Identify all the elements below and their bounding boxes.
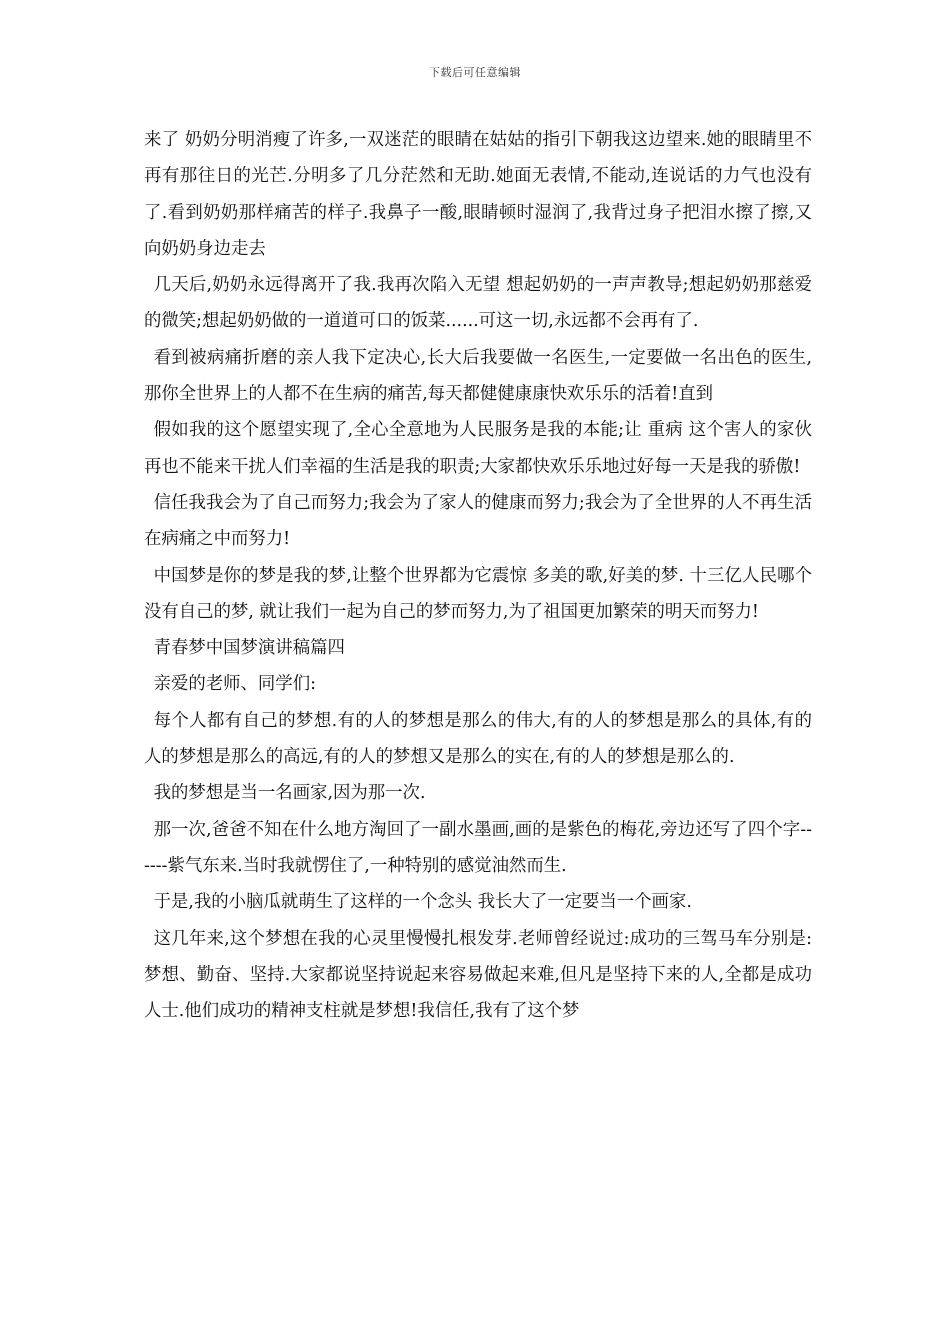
paragraph: 几天后,奶奶永远得离开了我.我再次陷入无望 想起奶奶的一声声教导;想起奶奶那慈爱的微笑;想起奶奶做的一道道可口的饭菜......可这一切,永远都不会再有了. [144, 275, 812, 332]
paragraph: 我的梦想是当一名画家,因为那一次. [153, 783, 426, 804]
paragraph: 信任我我会为了自己而努力;我会为了家人的健康而努力;我会为了全世界的人不再生活在病痛之中而努力! [144, 492, 812, 550]
section-heading: 青春梦中国梦演讲稿篇四 [153, 638, 345, 659]
salutation: 亲爱的老师、同学们: [153, 674, 316, 695]
paragraph: 来了 奶奶分明消瘦了许多,一双迷茫的眼睛在姑姑的指引下朝我这边望来.她的眼睛里不再有那往日的光芒.分明多了几分茫然和无助.她面无表情,不能动,连说话的力气也没有了.看到奶奶那样痛苦的样子.我鼻子一酸,眼睛顿时湿润了,我背过身子把泪水擦了擦,又向奶奶身边走去 [144, 130, 812, 259]
paragraph: 假如我的这个愿望实现了,全心全意地为人民服务是我的本能;让 重病 这个害人的家伙再也不能来干扰人们幸福的生活是我的职责;大家都快欢乐乐地过好每一天是我的骄傲! [144, 420, 812, 477]
paragraph: 看到被病痛折磨的亲人我下定决心,长大后我要做一名医生,一定要做一名出色的医生,那你全世界上的人都不在生病的痛苦,每天都健健康康快欢乐乐的活着!直到 [144, 347, 812, 405]
paragraph: 这几年来,这个梦想在我的心灵里慢慢扎根发芽.老师曾经说过:成功的三驾马车分别是:梦想、勤奋、坚持.大家都说坚持说起来容易做起来难,但凡是坚持下来的人,全都是成功人士.他们成功的精神支柱就是梦想!我信任,我有了这个梦 [144, 928, 812, 1022]
paragraph: 于是,我的小脑瓜就萌生了这样的一个念头 我长大了一定要当一个画家. [153, 892, 692, 913]
paragraph: 中国梦是你的梦是我的梦,让整个世界都为它震惊 多美的歌,好美的梦. 十三亿人民哪个没有自己的梦, 就让我们一起为自己的梦而努力,为了祖国更加繁荣的明天而努力! [144, 565, 812, 622]
document-body [144, 122, 812, 1029]
page-header: 下载后可任意编辑 [429, 66, 521, 79]
paragraph: 每个人都有自己的梦想.有的人的梦想是那么的伟大,有的人的梦想是那么的具体,有的人的梦想是那么的高远,有的人的梦想又是那么的实在,有的人的梦想是那么的. [144, 710, 812, 768]
paragraph: 那一次,爸爸不知在什么地方淘回了一副水墨画,画的是紫色的梅花,旁边还写了四个字------紫气东来.当时我就愣住了,一种特别的感觉油然而生. [144, 819, 812, 876]
